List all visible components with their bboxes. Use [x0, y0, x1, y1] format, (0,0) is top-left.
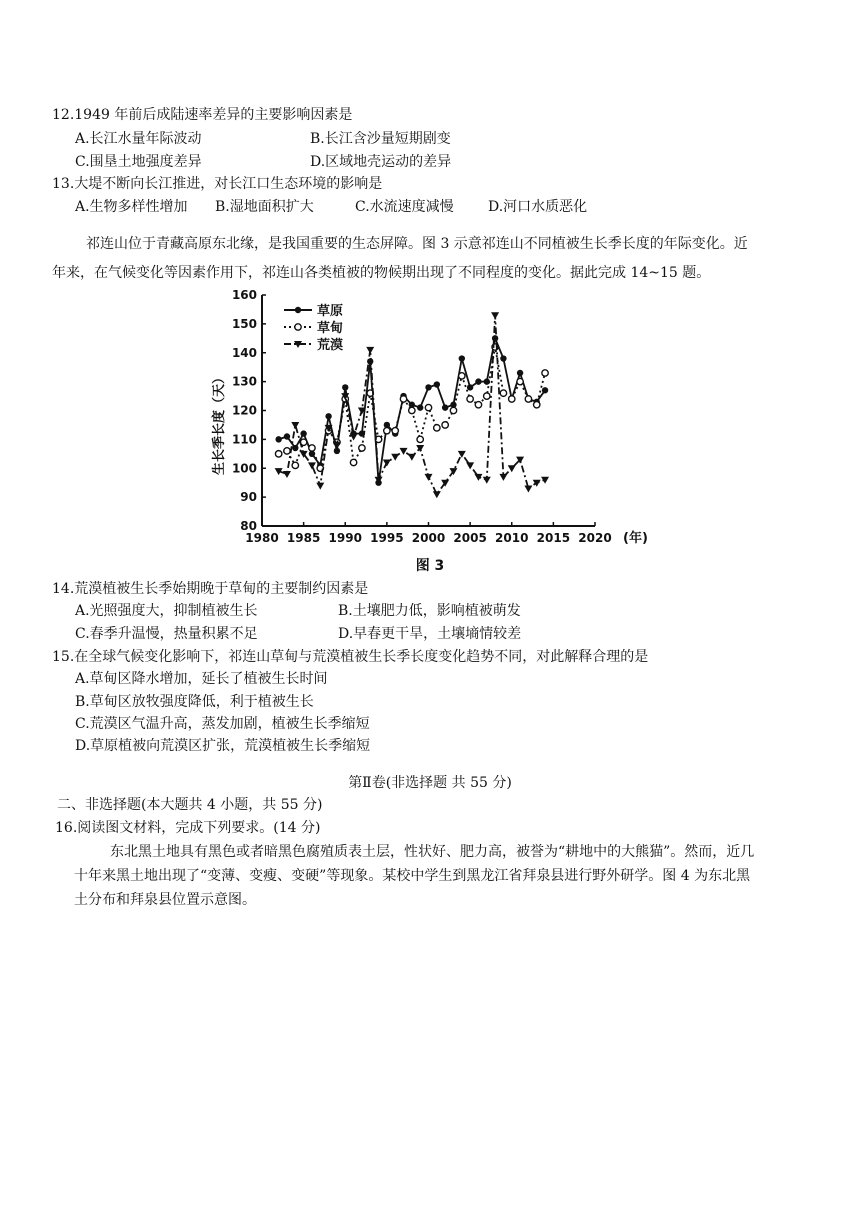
y-tick-label: 140 [231, 345, 257, 360]
data-point [442, 422, 448, 428]
y-tick-label: 130 [231, 374, 257, 389]
chart-legend [284, 303, 343, 353]
data-point [291, 422, 299, 429]
data-point [283, 471, 291, 478]
data-point [284, 448, 290, 454]
data-point [517, 370, 523, 376]
q12-option-a: A.长江水量年际波动 [75, 131, 202, 147]
data-point [541, 477, 549, 484]
data-point [300, 430, 306, 436]
data-point [275, 436, 281, 442]
y-tick-label: 120 [231, 403, 257, 418]
data-point [542, 387, 548, 393]
data-point [467, 384, 473, 390]
data-point [417, 436, 423, 442]
y-tick-label: 160 [231, 288, 257, 302]
data-point [409, 407, 415, 413]
data-point [366, 347, 374, 354]
q15-option-b: B.草甸区放牧强度降低，利于植被生长 [75, 694, 314, 710]
chart-caption: 图 3 [415, 558, 445, 574]
chart-xlabel: (年) [623, 531, 648, 546]
q16-line-1: 东北黑土地具有黑色或者暗黑色腐殖质表土层，性状好、肥力高，被誉为“耕地中的大熊猫”。然而，近几 [110, 844, 755, 860]
y-tick-label: 80 [240, 519, 257, 533]
q14-option-c: C.春季升温慢，热量积累不足 [75, 626, 258, 642]
q14-option-a: A.光照强度大，抑制植被生长 [75, 603, 258, 619]
data-point [284, 433, 290, 439]
data-point [484, 393, 490, 399]
data-point [292, 462, 298, 468]
chart-axes [232, 288, 612, 545]
x-tick-label: 1980 [245, 531, 279, 545]
q12-option-b: B.长江含沙量短期剧变 [310, 131, 451, 147]
data-point [333, 442, 341, 449]
data-point [467, 396, 473, 402]
data-point [483, 477, 491, 484]
data-point [292, 445, 298, 451]
q12-stem: 12.1949 年前后成陆速率差异的主要影响因素是 [52, 107, 353, 123]
growing-season-chart [205, 288, 665, 580]
data-point [416, 445, 424, 452]
data-point [417, 404, 423, 410]
y-tick-label: 90 [240, 490, 257, 505]
x-tick-label: 1990 [328, 531, 362, 545]
data-point [524, 485, 532, 492]
q13-option-b: B.湿地面积扩大 [215, 199, 314, 215]
chart-series [275, 312, 549, 498]
q15-option-c: C.荒漠区气温升高，蒸发加剧，植被生长季缩短 [75, 716, 370, 732]
legend-label: 荒漠 [317, 338, 344, 353]
series-2 [275, 344, 548, 472]
q12-option-d: D.区域地壳运动的差异 [310, 154, 452, 170]
data-point [316, 483, 324, 490]
data-point [459, 355, 465, 361]
part2-heading: 二、非选择题(本大题共 4 小题，共 55 分) [57, 797, 323, 813]
data-point [425, 384, 431, 390]
data-point [342, 384, 348, 390]
q16-stem: 16.阅读图文材料，完成下列要求。(14 分) [55, 820, 321, 836]
passage-line-2: 年来，在气候变化等因素作用下，祁连山各类植被的物候期出现了不同程度的变化。据此完成 14~15 题。 [52, 265, 711, 281]
q15-option-d: D.草原植被向荒漠区扩张，荒漠植被生长季缩短 [75, 738, 371, 754]
q13-option-d: D.河口水质恶化 [488, 199, 588, 215]
q12-option-c: C.围垦土地强度差异 [75, 154, 202, 170]
data-point [500, 355, 506, 361]
data-point [325, 413, 331, 419]
data-point [475, 402, 481, 408]
passage-line-1: 祁连山位于青藏高原东北缘，是我国重要的生态屏障。图 3 示意祁连山不同植被生长季长度的年际变化。近 [86, 236, 748, 252]
q15-option-a: A.草甸区降水增加，延长了植被生长时间 [75, 671, 328, 687]
data-point [433, 491, 441, 498]
data-point [491, 312, 499, 319]
data-point [492, 335, 498, 341]
y-tick-label: 110 [231, 432, 257, 447]
data-point [525, 396, 531, 402]
data-point [466, 462, 474, 469]
x-tick-label: 2000 [411, 531, 446, 545]
data-point [542, 370, 548, 376]
data-point [308, 462, 316, 469]
data-point [384, 428, 390, 434]
y-tick-label: 150 [231, 316, 257, 331]
y-tick-label: 100 [231, 461, 257, 476]
x-tick-label: 2005 [453, 531, 487, 545]
legend-label: 草原 [317, 304, 344, 319]
data-point [383, 459, 391, 466]
data-point [391, 454, 399, 461]
data-point [275, 451, 281, 457]
q16-line-2: 十年来黑土地出现了“变薄、变瘦、变硬”等现象。某校中学生到黑龙江省拜泉县进行野外研学。图 4 为东北黑 [74, 868, 751, 884]
data-point [442, 404, 448, 410]
data-point [475, 378, 481, 384]
data-point [392, 428, 398, 434]
q13-option-c: C.水流速度减慢 [355, 199, 454, 215]
q15-stem: 15.在全球气候变化影响下，祁连山草甸与荒漠植被生长季长度变化趋势不同，对此解释合理的是 [52, 649, 649, 665]
x-tick-label: 1985 [286, 531, 321, 545]
legend-marker [295, 324, 301, 330]
data-point [459, 373, 465, 379]
data-point [499, 474, 507, 481]
data-point [400, 396, 406, 402]
chart-ylabel: 生长季长度（天） [212, 370, 227, 476]
x-tick-label: 2015 [536, 531, 571, 545]
data-point [533, 480, 541, 487]
legend-label: 草甸 [317, 321, 344, 336]
q16-line-3: 土分布和拜泉县位置示意图。 [74, 892, 256, 908]
data-point [434, 425, 440, 431]
data-point [425, 474, 433, 481]
legend-marker [295, 307, 301, 313]
q14-option-d: D.早春更干旱，土壤墒情较差 [338, 626, 522, 642]
data-point [434, 381, 440, 387]
data-point [350, 433, 358, 440]
data-point [517, 378, 523, 384]
q14-option-b: B.土壤肥力低，影响植被萌发 [338, 603, 521, 619]
q13-option-a: A.生物多样性增加 [75, 199, 188, 215]
data-point [408, 454, 416, 461]
data-point [450, 407, 456, 413]
x-tick-label: 1995 [370, 531, 404, 545]
x-tick-label: 2010 [495, 531, 529, 545]
data-point [500, 390, 506, 396]
q14-stem: 14.荒漠植被生长季始期晚于草甸的主要制约因素是 [52, 581, 369, 597]
part2-title: 第Ⅱ卷(非选择题 共 55 分) [348, 775, 512, 791]
data-point [509, 396, 515, 402]
data-point [425, 404, 431, 410]
data-point [508, 465, 516, 472]
x-tick-label: 2020 [578, 531, 612, 545]
data-point [309, 445, 315, 451]
data-point [359, 445, 365, 451]
data-point [458, 451, 466, 458]
data-point [534, 402, 540, 408]
q13-stem: 13.大堤不断向长江推进，对长江口生态环境的影响是 [52, 176, 383, 192]
data-point [350, 459, 356, 465]
